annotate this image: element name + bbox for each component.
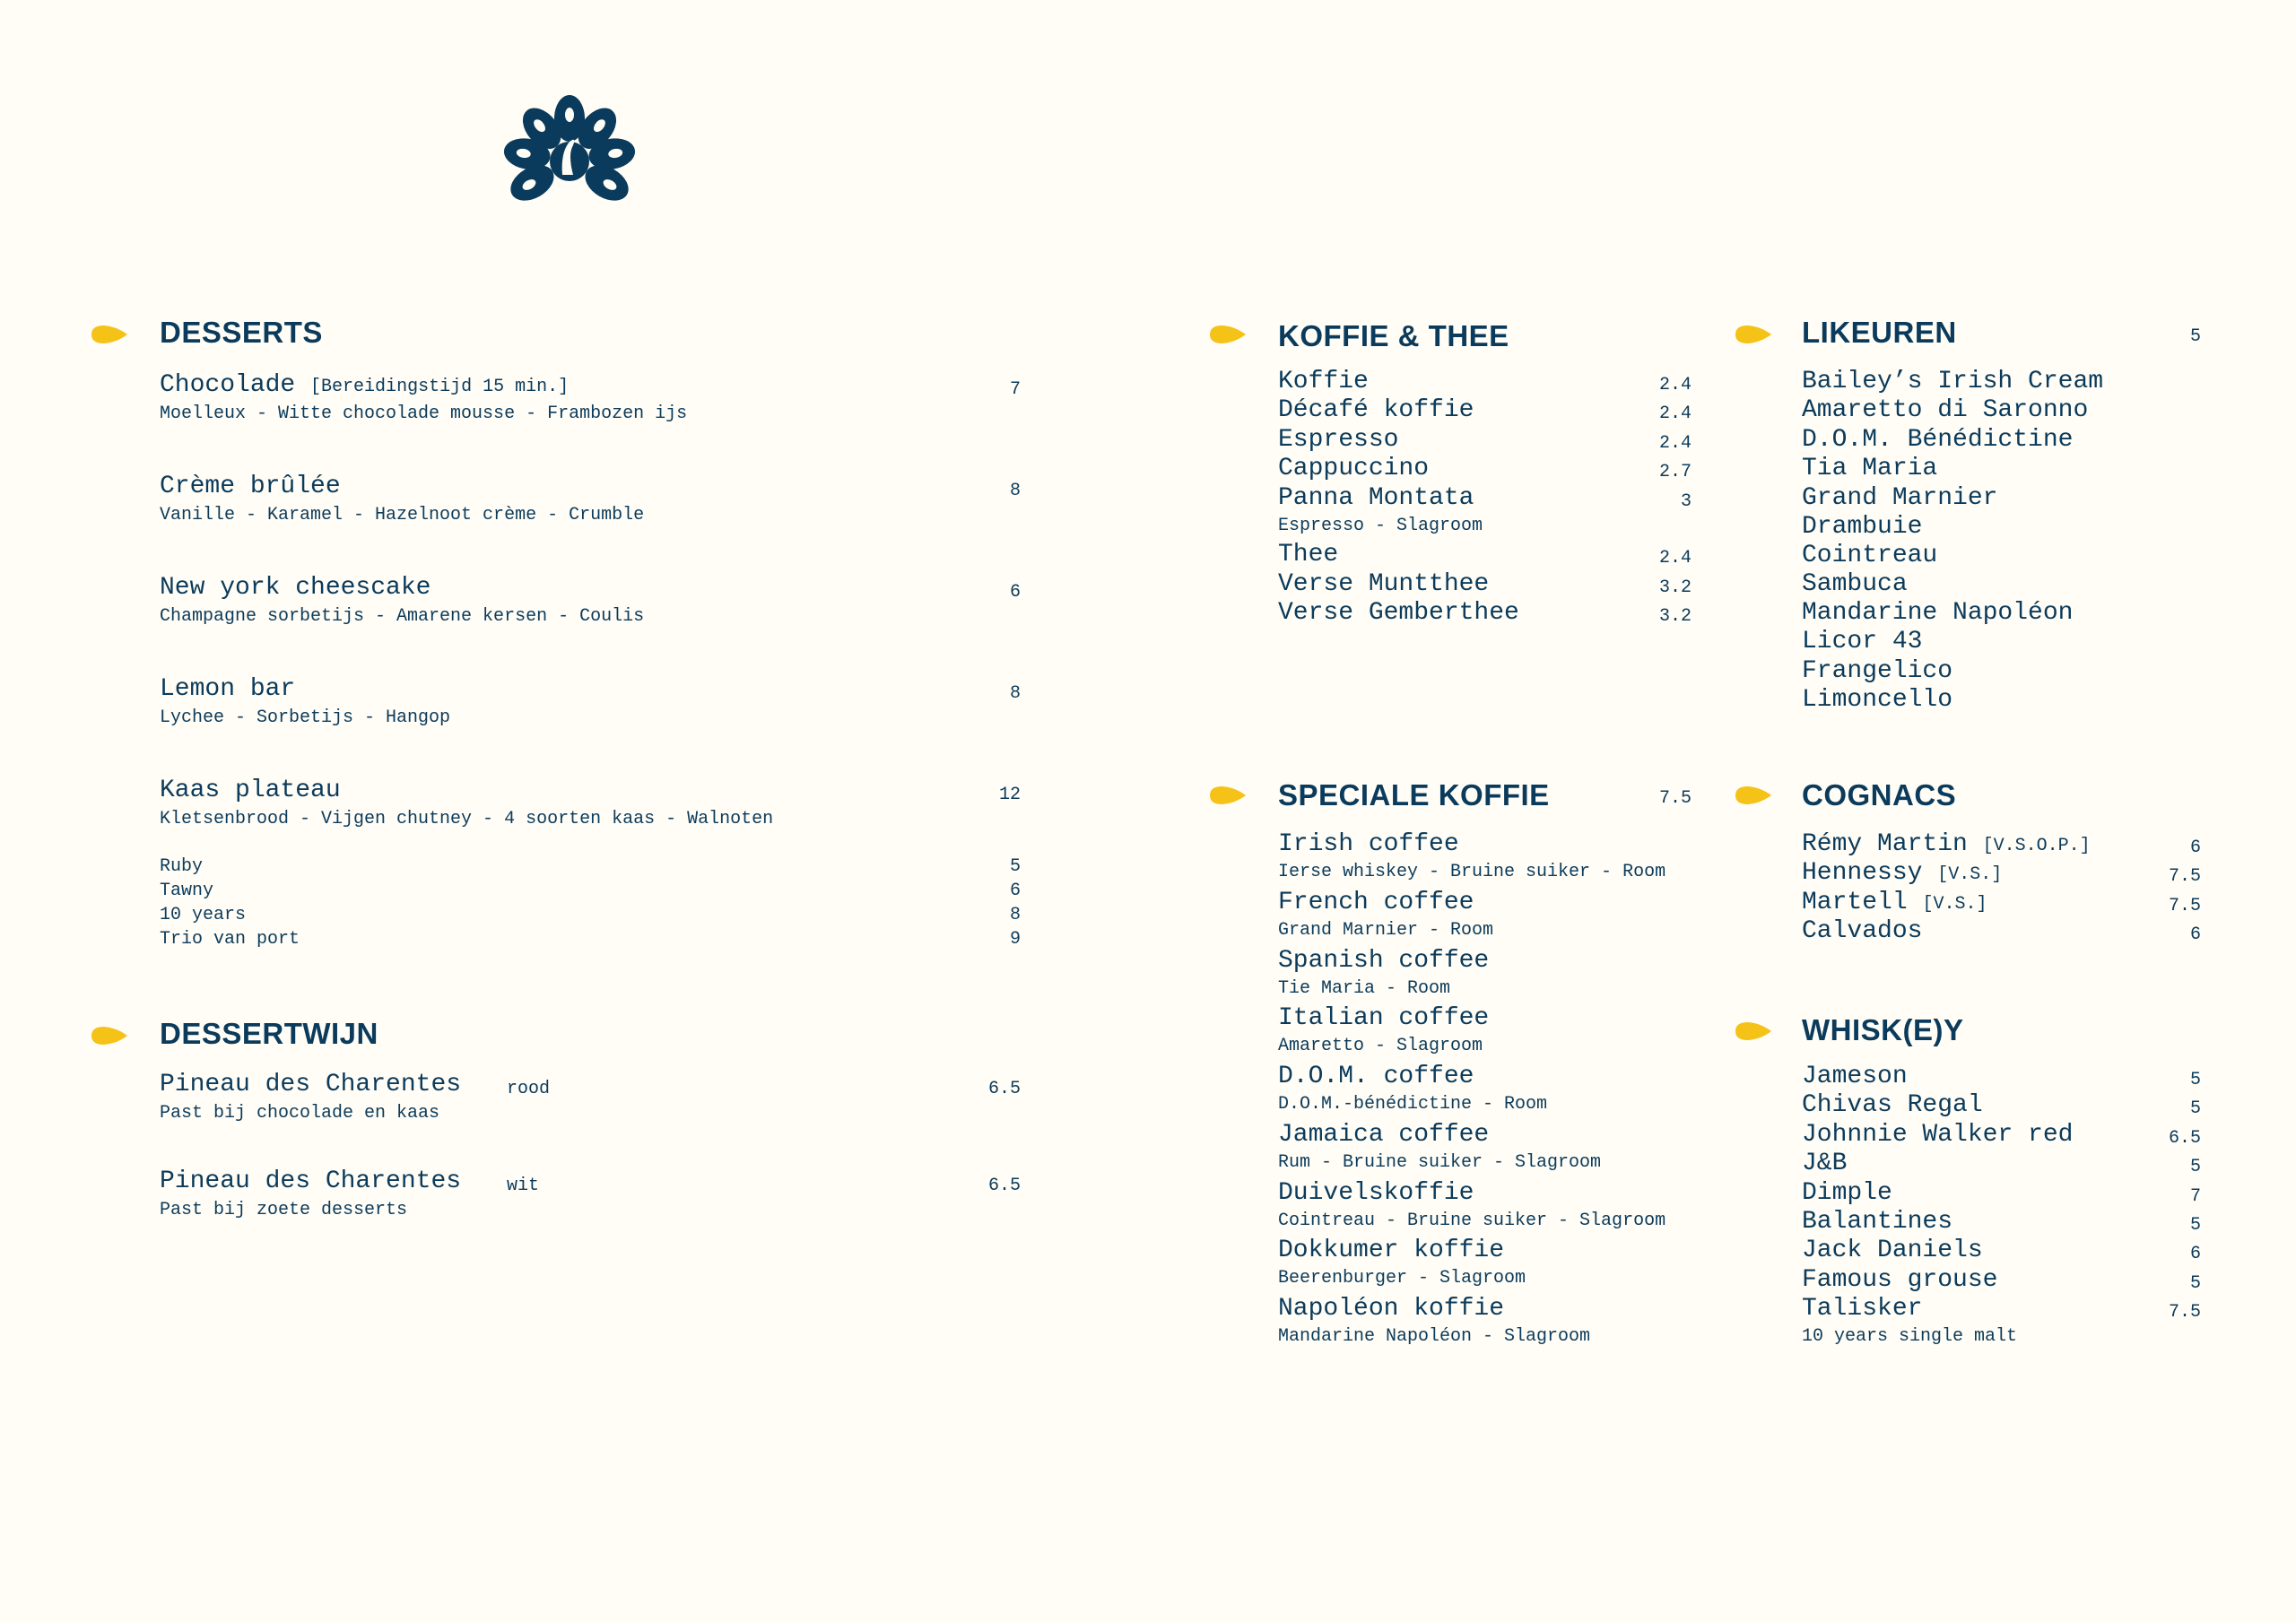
item-description: Past bij zoete desserts (160, 1200, 408, 1220)
item-description: Beerenburger - Slagroom (1278, 1268, 1526, 1289)
port-price: 5 (1009, 856, 1021, 877)
item-price: 5 (2189, 1273, 2201, 1294)
item-name: Kaas plateau (160, 777, 341, 804)
section-title-whiskey: WHISK(E)Y (1802, 1013, 1964, 1046)
list-item: Sambuca (1802, 570, 1908, 598)
item-price: 6 (2189, 838, 2201, 858)
item-description: Espresso - Slagroom (1278, 516, 1483, 536)
section-price: 7.5 (1658, 788, 1692, 809)
item-name: Duivelskoffie (1278, 1179, 1474, 1207)
section-title-desserts: DESSERTS (160, 316, 323, 349)
list-item: D.O.M. Bénédictine (1802, 426, 2074, 454)
item-name: Crème brûlée (160, 473, 341, 500)
item-name: Irish coffee (1278, 830, 1459, 858)
section-bullet-icon (1734, 785, 1773, 806)
section-bullet-icon (1208, 785, 1248, 806)
item-name: Napoléon koffie (1278, 1295, 1505, 1323)
item-price: 6.5 (987, 1176, 1021, 1196)
item-name: J&B (1802, 1150, 1848, 1177)
section-bullet-icon (1734, 1020, 1773, 1042)
item-name: Thee (1278, 541, 1339, 568)
item-note: rood (507, 1079, 551, 1099)
list-item: Drambuie (1802, 513, 1923, 541)
item-name: Dimple (1802, 1179, 1892, 1207)
port-name: 10 years (160, 905, 247, 925)
section-title-speciale-koffie: SPECIALE KOFFIE (1278, 778, 1550, 812)
item-price: 2.4 (1658, 433, 1692, 454)
item-description: Kletsenbrood - Vijgen chutney - 4 soorten kaas - Walnoten (160, 809, 774, 829)
item-description: Cointreau - Bruine suiker - Slagroom (1278, 1211, 1666, 1231)
item-note: wit (507, 1176, 540, 1196)
item-price: 5 (2189, 1098, 2201, 1119)
list-item: Tia Maria (1802, 455, 1938, 482)
item-name: Jack Daniels (1802, 1237, 1983, 1264)
item-description: Past bij chocolade en kaas (160, 1103, 440, 1124)
item-price: 6 (2189, 1244, 2201, 1264)
item-name: Hennessy (1802, 859, 1923, 887)
item-price: 5 (2189, 1157, 2201, 1177)
item-name: New york cheescake (160, 574, 431, 602)
item-description: Amaretto - Slagroom (1278, 1036, 1483, 1056)
item-name: Koffie (1278, 368, 1369, 395)
item-price: 7.5 (2168, 866, 2201, 887)
item-description: Champagne sorbetijs - Amarene kersen - Coulis (160, 606, 645, 627)
port-name: Ruby (160, 856, 204, 877)
item-description: D.O.M.-bénédictine - Room (1278, 1094, 1548, 1115)
item-name: Balantines (1802, 1208, 1953, 1236)
section-title-koffie-thee: KOFFIE & THEE (1278, 319, 1509, 352)
item-name: Dokkumer koffie (1278, 1237, 1505, 1264)
item-description: 10 years single malt (1802, 1326, 2018, 1347)
item-price: 5 (2189, 1215, 2201, 1236)
item-name: Pineau des Charentes (160, 1167, 462, 1195)
item-name: Pineau des Charentes (160, 1071, 462, 1098)
item-name: Décafé koffie (1278, 396, 1474, 424)
item-description: Vanille - Karamel - Hazelnoot crème - Crumble (160, 505, 645, 525)
section-title-cognacs: COGNACS (1802, 778, 1957, 812)
section-price: 5 (2189, 326, 2201, 347)
item-name: Chocolade (160, 371, 296, 399)
list-item: Bailey’s Irish Cream (1802, 368, 2104, 395)
port-price: 9 (1009, 929, 1021, 950)
item-note: [V.S.] (1922, 894, 1987, 915)
section-bullet-icon (90, 324, 129, 345)
item-name: Spanish coffee (1278, 947, 1490, 975)
item-name: Calvados (1802, 917, 1923, 945)
item-price: 7.5 (2168, 1302, 2201, 1323)
item-price: 5 (2189, 1070, 2201, 1090)
item-price: 8 (1009, 481, 1021, 501)
section-bullet-icon (1734, 324, 1773, 345)
item-note: [Bereidingstijd 15 min.] (310, 377, 570, 397)
item-price: 7 (2189, 1186, 2201, 1207)
item-name: Martell (1802, 889, 1908, 916)
item-name: French coffee (1278, 889, 1474, 916)
item-description: Lychee - Sorbetijs - Hangop (160, 707, 451, 728)
item-name: Jameson (1802, 1063, 1908, 1090)
item-price: 8 (1009, 683, 1021, 704)
peacock-icon (498, 90, 641, 215)
item-name: Verse Muntthee (1278, 570, 1490, 598)
item-price: 3.2 (1658, 606, 1692, 627)
item-price: 12 (998, 785, 1021, 805)
item-name: Panna Montata (1278, 484, 1474, 512)
item-name: Italian coffee (1278, 1004, 1490, 1032)
list-item: Amaretto di Saronno (1802, 396, 2089, 424)
list-item: Frangelico (1802, 657, 1953, 685)
item-name: Chivas Regal (1802, 1091, 1983, 1119)
item-description: Ierse whiskey - Bruine suiker - Room (1278, 862, 1666, 882)
item-price: 7.5 (2168, 896, 2201, 916)
item-price: 7 (1009, 379, 1021, 400)
item-description: Rum - Bruine suiker - Slagroom (1278, 1152, 1602, 1173)
item-price: 3 (1680, 491, 1692, 512)
port-name: Trio van port (160, 929, 300, 950)
list-item: Cointreau (1802, 542, 1938, 569)
item-name: Jamaica coffee (1278, 1121, 1490, 1149)
item-price: 6 (2189, 924, 2201, 945)
item-description: Grand Marnier - Room (1278, 920, 1494, 941)
item-name: Rémy Martin (1802, 830, 1968, 858)
list-item: Limoncello (1802, 686, 1953, 714)
item-name: D.O.M. coffee (1278, 1063, 1474, 1090)
item-name: Lemon bar (160, 675, 296, 703)
item-price: 2.4 (1658, 548, 1692, 568)
port-price: 6 (1009, 881, 1021, 901)
item-name: Talisker (1802, 1295, 1923, 1323)
list-item: Mandarine Napoléon (1802, 599, 2074, 627)
port-price: 8 (1009, 905, 1021, 925)
item-price: 6.5 (987, 1079, 1021, 1099)
item-note: [V.S.] (1937, 864, 2003, 885)
item-description: Tie Maria - Room (1278, 978, 1451, 999)
list-item: Licor 43 (1802, 628, 1923, 655)
item-price: 2.7 (1658, 462, 1692, 482)
item-name: Cappuccino (1278, 455, 1430, 482)
item-note: [V.S.O.P.] (1982, 836, 2091, 856)
item-name: Famous grouse (1802, 1266, 1998, 1294)
item-name: Johnnie Walker red (1802, 1121, 2074, 1149)
section-bullet-icon (1208, 324, 1248, 345)
item-description: Moelleux - Witte chocolade mousse - Frambozen ijs (160, 404, 688, 424)
list-item: Grand Marnier (1802, 484, 1998, 512)
section-bullet-icon (90, 1025, 129, 1046)
item-price: 2.4 (1658, 404, 1692, 424)
item-description: Mandarine Napoléon - Slagroom (1278, 1326, 1591, 1347)
item-name: Espresso (1278, 426, 1399, 454)
section-title-dessertwijn: DESSERTWIJN (160, 1017, 378, 1050)
port-name: Tawny (160, 881, 214, 901)
item-price: 3.2 (1658, 577, 1692, 598)
section-title-likeuren: LIKEUREN (1802, 316, 1957, 349)
item-price: 2.4 (1658, 375, 1692, 395)
item-price: 6 (1009, 582, 1021, 603)
item-name: Verse Gemberthee (1278, 599, 1519, 627)
item-price: 6.5 (2168, 1128, 2201, 1149)
